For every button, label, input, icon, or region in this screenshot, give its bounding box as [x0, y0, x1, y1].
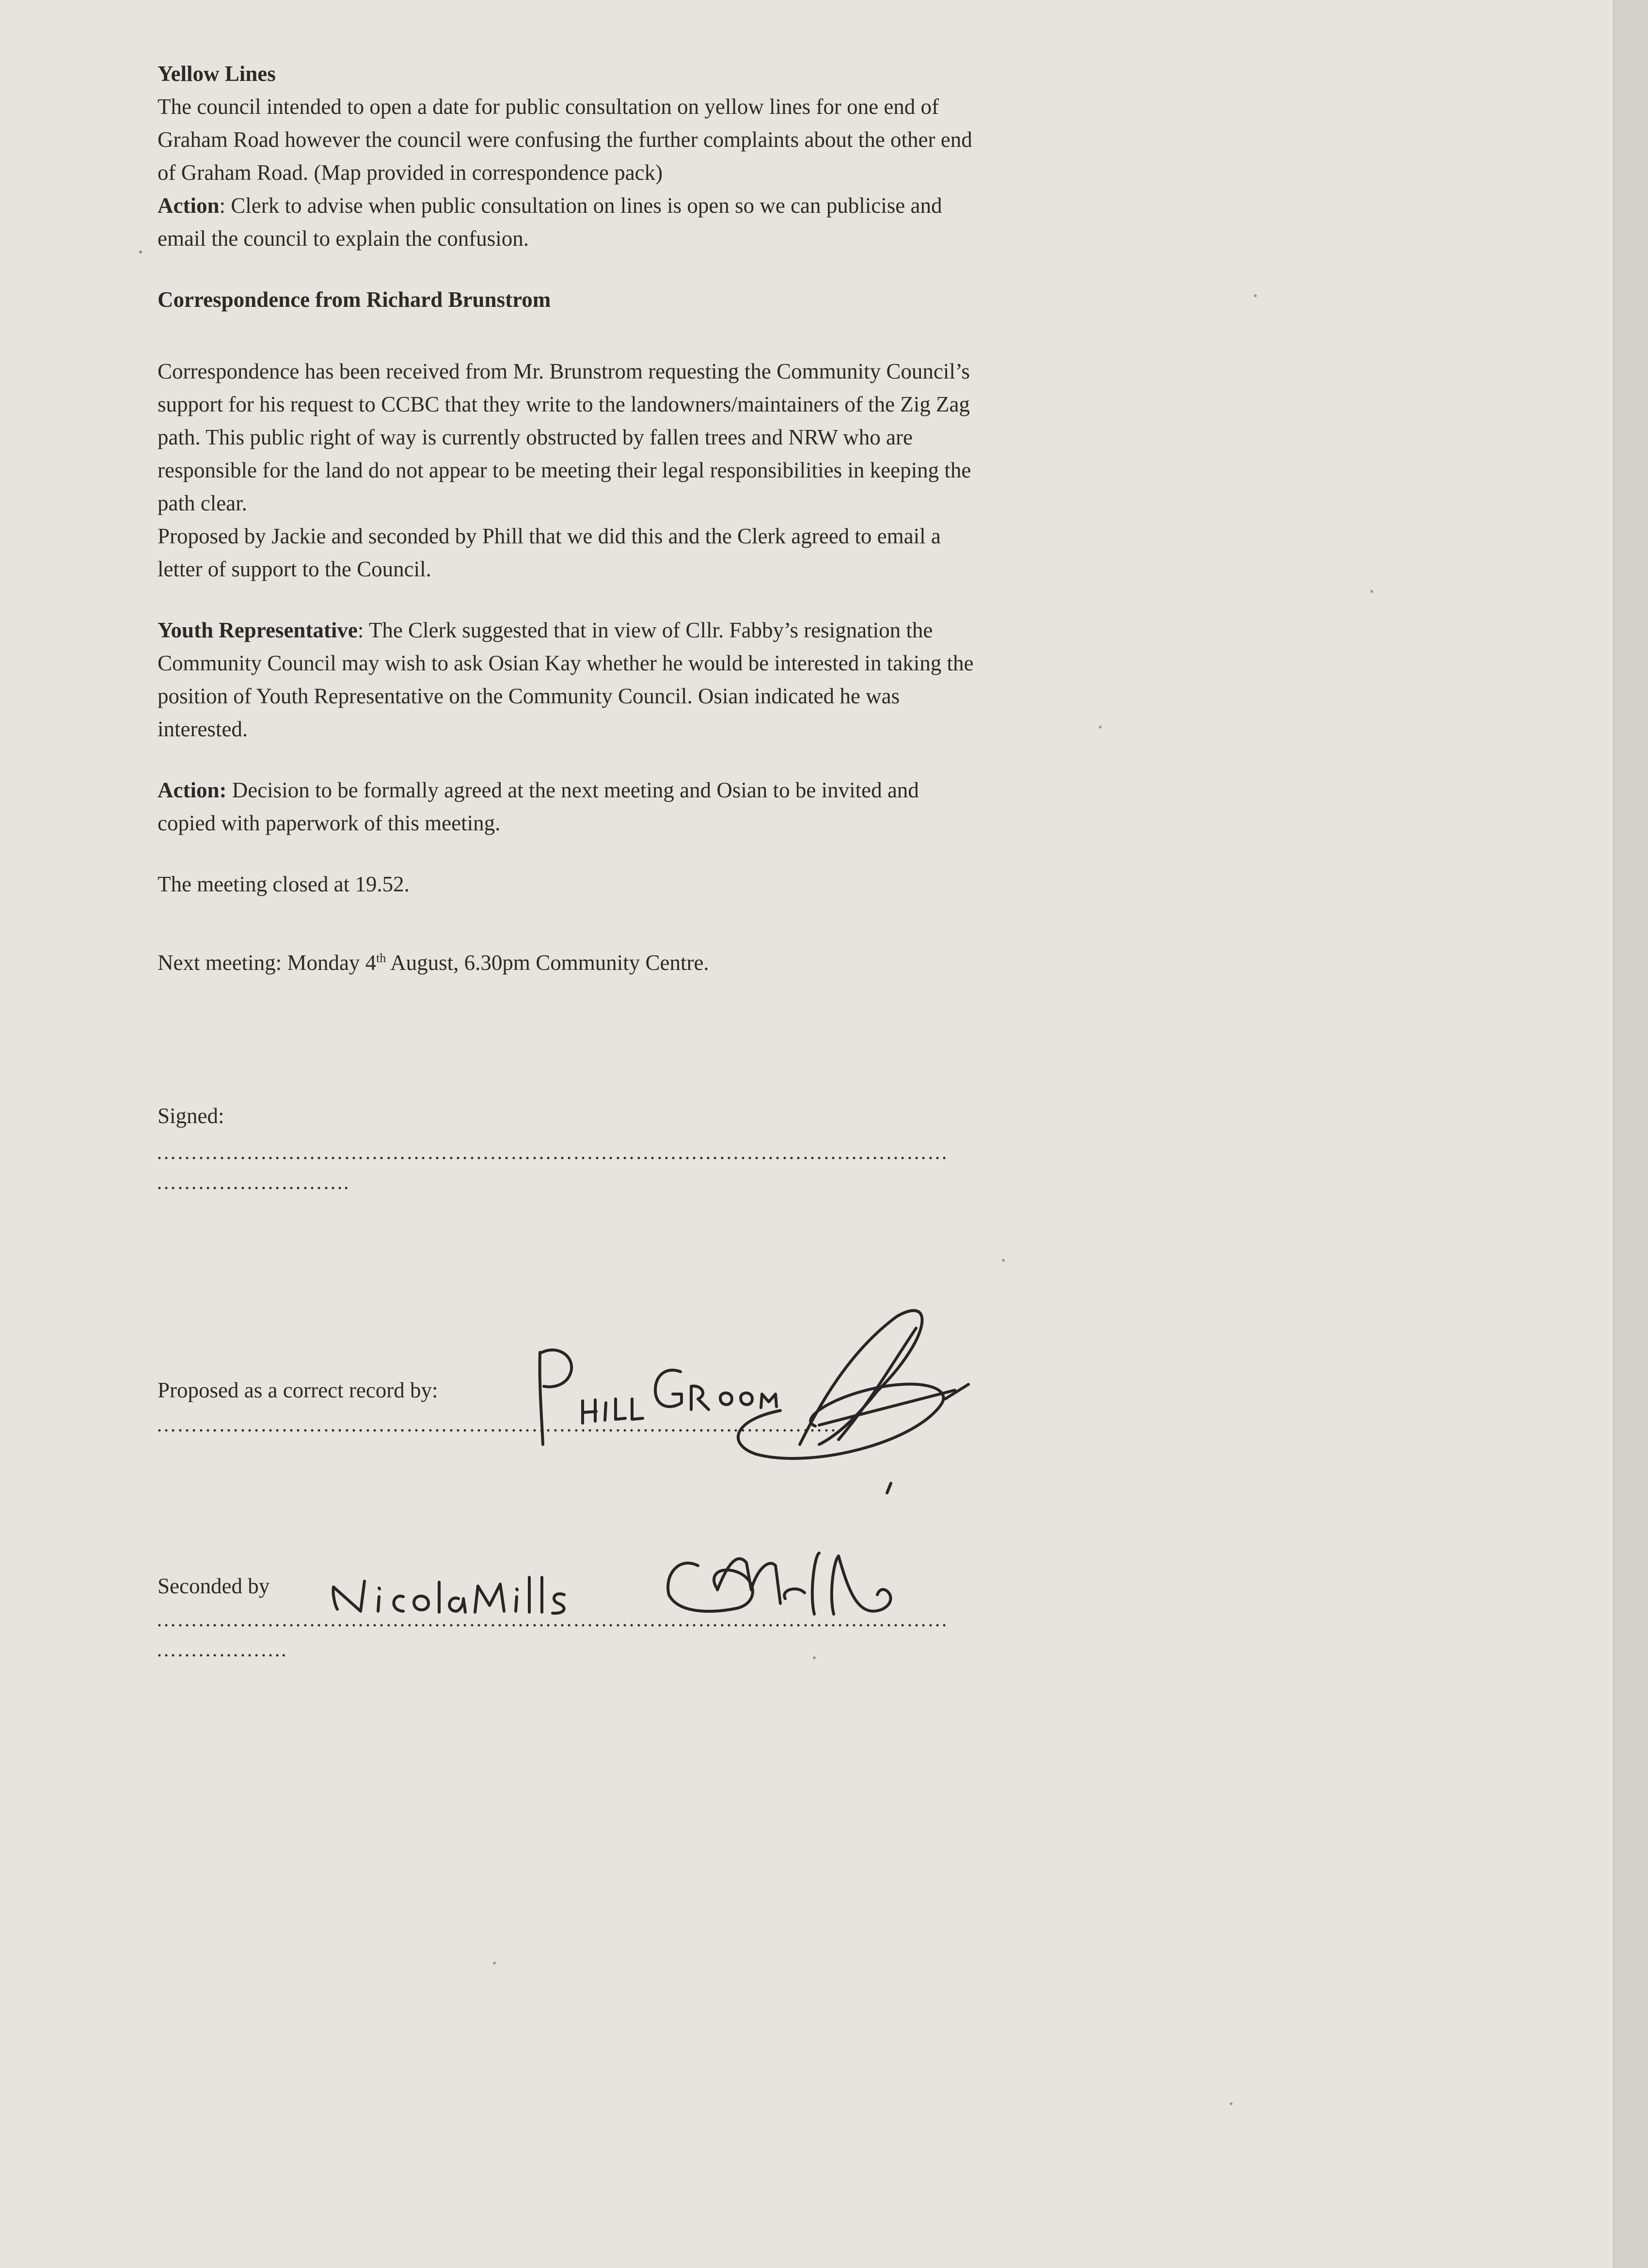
ordinal-suffix: th	[376, 951, 386, 965]
signature-dots-line: ……………….	[156, 1639, 287, 1661]
seconded-label: Seconded by	[158, 1574, 270, 1598]
paragraph-line: The council intended to open a date for public consultation on yellow lines for one end of	[158, 95, 939, 119]
next-meeting-prefix: Next meeting: Monday 4	[158, 951, 377, 975]
section-heading: Yellow Lines	[158, 62, 276, 86]
signature-dots-line: ……………………….	[156, 1172, 349, 1194]
paragraph-line: responsible for the land do not appear to be meeting their legal responsibilities in keeping the	[158, 458, 971, 482]
paragraph-line: path clear.	[158, 491, 247, 515]
action-label: Action:	[158, 778, 227, 802]
proposed-label: Proposed as a correct record by:	[158, 1378, 438, 1402]
signed-label: Signed:	[158, 1104, 224, 1128]
paragraph-line: copied with paperwork of this meeting.	[158, 811, 501, 835]
paragraph-line: path. This public right of way is currently obstructed by fallen trees and NRW who are	[158, 425, 913, 449]
paragraph-line: position of Youth Representative on the Community Council. Osian indicated he was	[158, 684, 900, 708]
paragraph-line: of Graham Road. (Map provided in correspondence pack)	[158, 160, 663, 185]
signature-dots-line: ……………………………………………………………………………………………………	[156, 1609, 948, 1631]
action-label: Action	[158, 193, 220, 218]
signature-dots-line: ……………………………………………………………………………………………………	[156, 1142, 948, 1164]
paragraph-text: : The Clerk suggested that in view of Cllr. Fabby’s resignation the	[357, 618, 933, 642]
paragraph-line: Proposed by Jackie and seconded by Phill that we did this and the Clerk agreed to email a	[158, 524, 941, 548]
action-text: : Clerk to advise when public consultation on lines is open so we can publicise and	[219, 193, 942, 218]
paragraph-line: interested.	[158, 717, 248, 741]
signature-dots-line: ………………………………………………………………………………………	[156, 1414, 844, 1436]
paragraph-line: Graham Road however the council were confusing the further complaints about the other end	[158, 127, 972, 152]
next-meeting-suffix: August, 6.30pm Community Centre.	[386, 951, 709, 975]
paragraph-line: email the council to explain the confusion.	[158, 226, 529, 251]
paragraph-line: letter of support to the Council.	[158, 557, 431, 581]
paragraph-line: Community Council may wish to ask Osian Kay whether he would be interested in taking the	[158, 651, 974, 675]
action-text: Decision to be formally agreed at the next meeting and Osian to be invited and	[226, 778, 919, 802]
paragraph-line: Correspondence has been received from Mr. Brunstrom requesting the Community Council’s	[158, 359, 970, 383]
section-heading: Correspondence from Richard Brunstrom	[158, 287, 551, 312]
paragraph-line: support for his request to CCBC that they write to the landowners/maintainers of the Zig Zag	[158, 392, 970, 416]
meeting-closed-text: The meeting closed at 19.52.	[158, 872, 410, 896]
section-heading: Youth Representative	[158, 618, 358, 642]
